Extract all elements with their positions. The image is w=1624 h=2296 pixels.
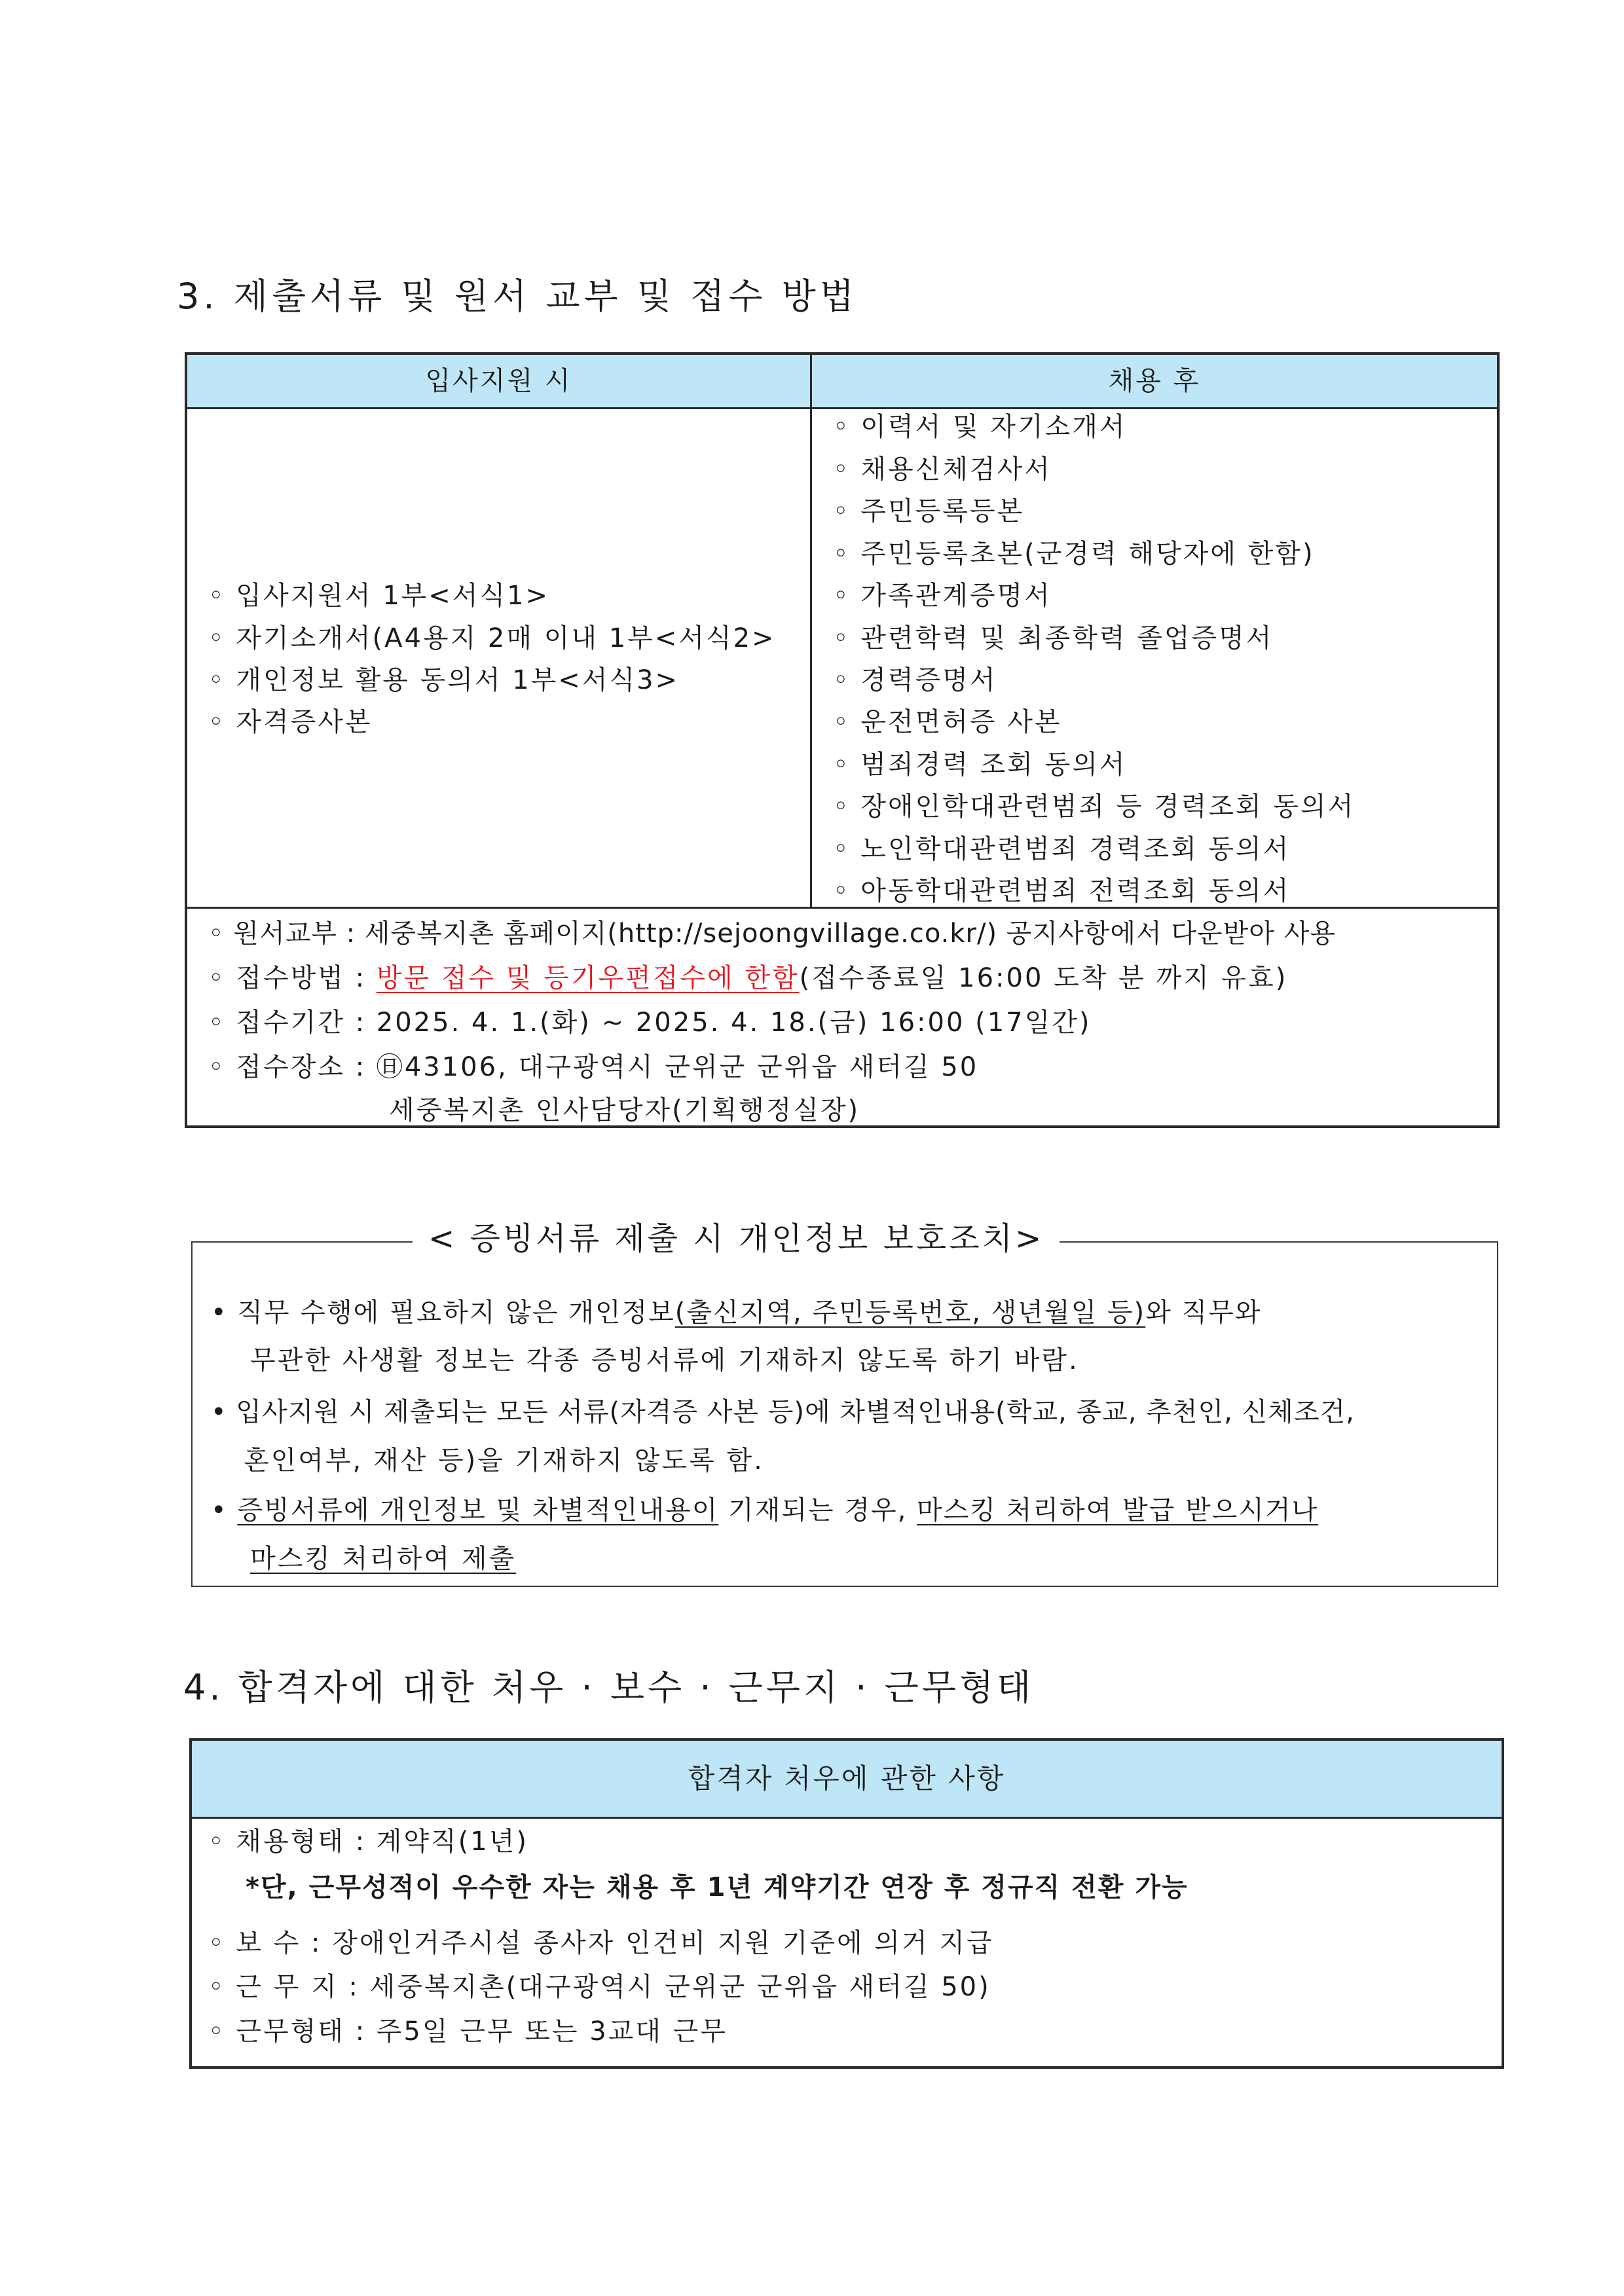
bullet-mark: • bbox=[211, 1495, 228, 1525]
section-4-title: 4. 합격자에 대한 처우 · 보수 · 근무지 · 근무형태 bbox=[183, 1667, 1035, 1708]
privacy-bullet-3-underlined-2: 마스킹 처리하여 발급 받으시거나 bbox=[917, 1495, 1319, 1525]
info-method bbox=[208, 965, 1287, 991]
after-item: ◦ 아동학대관련범죄 전력조회 동의서 bbox=[833, 876, 1291, 906]
treatment-workplace: ◦ 근 무 지 : 세중복지촌(대구광역시 군위군 군위읍 새터길 50) bbox=[208, 1972, 991, 2002]
header-divider bbox=[186, 407, 1498, 409]
after-item: ◦ 운전면허증 사본 bbox=[833, 707, 1062, 737]
column-header-after: 채용 후 bbox=[1108, 366, 1201, 396]
apply-item: ◦ 자기소개서(A4용지 2매 이내 1부<서식2> bbox=[208, 623, 776, 653]
privacy-bullet-2: • 입사지원 시 제출되는 모든 서류(자격증 사본 등)에 차별적인내용(학교, 종교, 추천인, 신체조건, bbox=[211, 1397, 1355, 1427]
privacy-bullet-1-underlined: (출신지역, 주민등록번호, 생년월일 등) bbox=[674, 1298, 1146, 1328]
apply-item: ◦ 입사지원서 1부<서식1> bbox=[208, 581, 550, 611]
info-divider bbox=[186, 907, 1498, 909]
privacy-title: < 증빙서류 제출 시 개인정보 보호조치> bbox=[413, 1223, 1060, 1254]
privacy-bullet-1-text: • 직무 수행에 필요하지 않은 개인정보 bbox=[211, 1298, 675, 1328]
privacy-bullet-1 bbox=[211, 1300, 1261, 1326]
after-item: ◦ 장애인학대관련범죄 등 경력조회 동의서 bbox=[833, 792, 1356, 822]
after-item: ◦ 주민등록초본(군경력 해당자에 한함) bbox=[833, 539, 1315, 569]
info-place-contact: 세중복지촌 인사담당자(기획행정실장) bbox=[389, 1095, 860, 1125]
treatment-header-divider bbox=[191, 1817, 1503, 1819]
after-item: ◦ 채용신체검사서 bbox=[833, 454, 1052, 484]
treatment-note: *단, 근무성적이 우수한 자는 채용 후 1년 계약기간 연장 후 정규직 전환 가능 bbox=[246, 1872, 1189, 1903]
privacy-bullet-2-cont: 혼인여부, 재산 등)을 기재하지 않도록 함. bbox=[244, 1446, 764, 1476]
privacy-bullet-3-underlined: 증빙서류에 개인정보 및 차별적인내용이 bbox=[237, 1495, 719, 1525]
section-3-title: 3. 제출서류 및 원서 교부 및 접수 방법 bbox=[177, 276, 858, 317]
info-distribution: ◦ 원서교부 : 세중복지촌 홈페이지(http://sejoongvillage.co.kr/) 공지사항에서 다운받아 사용 bbox=[208, 919, 1336, 949]
after-item: ◦ 이력서 및 자기소개서 bbox=[833, 412, 1127, 442]
info-period: ◦ 접수기간 : 2025. 4. 1.(화) ~ 2025. 4. 18.(금) 16:00 (17일간) bbox=[208, 1008, 1092, 1038]
info-place: ◦ 접수장소 : ㊐43106, 대구광역시 군위군 군위읍 새터길 50 bbox=[208, 1052, 979, 1082]
treatment-salary: ◦ 보 수 : 장애인거주시설 종사자 인건비 지원 기준에 의거 지급 bbox=[208, 1928, 994, 1958]
after-item: ◦ 주민등록등본 bbox=[833, 496, 1025, 526]
after-item: ◦ 범죄경력 조회 동의서 bbox=[833, 750, 1127, 780]
info-method-label: ◦ 접수방법 : bbox=[208, 963, 377, 993]
after-item: ◦ 관련학력 및 최종학력 졸업증명서 bbox=[833, 623, 1274, 653]
info-method-highlight: 방문 접수 및 등기우편접수에 한함 bbox=[376, 963, 800, 993]
info-method-note: (접수종료일 16:00 도착 분 까지 유효) bbox=[799, 963, 1288, 993]
after-item: ◦ 가족관계증명서 bbox=[833, 581, 1052, 611]
apply-item: ◦ 개인정보 활용 동의서 1부<서식3> bbox=[208, 665, 680, 695]
column-divider bbox=[810, 354, 812, 908]
treatment-employment-type: ◦ 채용형태 : 계약직(1년) bbox=[208, 1827, 528, 1857]
after-item: ◦ 노인학대관련범죄 경력조회 동의서 bbox=[833, 834, 1291, 864]
privacy-bullet-1-cont: 무관한 사생활 정보는 각종 증빙서류에 기재하지 않도록 하기 바람. bbox=[250, 1345, 1079, 1376]
privacy-bullet-3-mid: 기재되는 경우, bbox=[718, 1495, 917, 1525]
privacy-bullet-3 bbox=[211, 1497, 1318, 1523]
treatment-work-form: ◦ 근무형태 : 주5일 근무 또는 3교대 근무 bbox=[208, 2016, 728, 2047]
column-header-apply: 입사지원 시 bbox=[425, 366, 572, 396]
privacy-bullet-3-cont: 마스킹 처리하여 제출 bbox=[250, 1544, 517, 1574]
after-item: ◦ 경력증명서 bbox=[833, 665, 997, 695]
treatment-header: 합격자 처우에 관한 사항 bbox=[688, 1762, 1006, 1795]
apply-item: ◦ 자격증사본 bbox=[208, 707, 373, 737]
privacy-bullet-1-end: 와 직무와 bbox=[1145, 1298, 1262, 1328]
